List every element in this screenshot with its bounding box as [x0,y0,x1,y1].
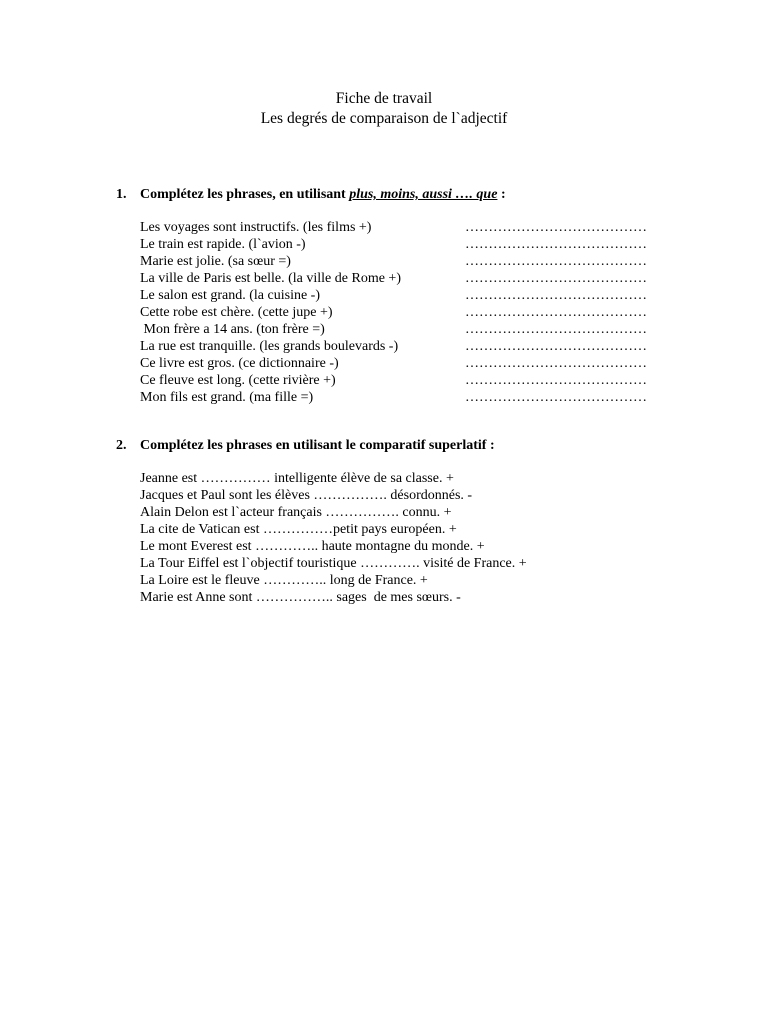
exercise-2-heading [116,437,495,454]
exercise-2-number: 2. [116,438,127,453]
exercise-1-sentence: Cette robe est chère. (cette jupe +) [140,305,333,320]
answer-blank: ………………………………… [465,390,647,405]
exercise-1-item [140,219,700,236]
exercise-1-item [140,372,700,389]
exercise-2-item: Jacques et Paul sont les élèves ……………. désordonnés. - [140,488,473,503]
exercise-1-sentence: La rue est tranquille. (les grands boulevards -) [140,339,399,354]
exercise-2-item: La cite de Vatican est ……………petit pays européen. + [140,522,457,537]
answer-blank: ………………………………… [465,220,647,235]
exercise-2-list [140,470,700,606]
exercise-1-sentence: Ce fleuve est long. (cette rivière +) [140,373,336,388]
exercise-2-item: Le mont Everest est ………….. haute montagne du monde. + [140,539,485,554]
exercise-1-instruction-prefix: Complétez les phrases, en utilisant [140,187,350,202]
exercise-2-item: La Tour Eiffel est l`objectif touristique …………. visité de France. + [140,556,527,571]
exercise-1-item [140,253,700,270]
exercise-1-sentence: Les voyages sont instructifs. (les films +) [140,220,372,235]
exercise-2-item: La Loire est le fleuve ………….. long de France. + [140,573,428,588]
exercise-1-sentence: Mon frère a 14 ans. (ton frère =) [140,322,325,337]
answer-blank: ………………………………… [465,373,647,388]
exercise-1-item [140,321,700,338]
exercise-1-item [140,355,700,372]
exercise-2-item: Jeanne est …………… intelligente élève de sa classe. + [140,471,454,486]
exercise-1-sentence: Le salon est grand. (la cuisine -) [140,288,320,303]
exercise-1-sentence: Mon fils est grand. (ma fille =) [140,390,314,405]
worksheet-title: Fiche de travail [335,90,433,107]
answer-blank: ………………………………… [465,356,647,371]
answer-blank: ………………………………… [465,322,647,337]
exercise-1-heading [116,186,506,203]
exercise-1-list [140,219,700,406]
worksheet-header [0,89,768,129]
answer-blank: ………………………………… [465,339,647,354]
exercise-1-sentence: Le train est rapide. (l`avion -) [140,237,306,252]
exercise-2-item: Alain Delon est l`acteur français ……………. connu. + [140,505,452,520]
answer-blank: ………………………………… [465,237,647,252]
exercise-1-sentence: La ville de Paris est belle. (la ville de Rome +) [140,271,401,286]
exercise-1-item [140,389,700,406]
worksheet-subtitle: Les degrés de comparaison de l`adjectif [260,110,508,127]
exercise-1-number: 1. [116,187,127,202]
exercise-1-item [140,236,700,253]
exercise-2-item: Marie est Anne sont …………….. sages de mes sœurs. - [140,590,461,605]
exercise-1-item [140,270,700,287]
answer-blank: ………………………………… [465,271,647,286]
exercise-1-item [140,338,700,355]
answer-blank: ………………………………… [465,305,647,320]
exercise-1-sentence: Marie est jolie. (sa sœur =) [140,254,291,269]
exercise-1-instruction-suffix: : [497,187,506,202]
exercise-1-item [140,304,700,321]
exercise-1-sentence: Ce livre est gros. (ce dictionnaire -) [140,356,339,371]
exercise-1-item [140,287,700,304]
exercise-1-keywords: plus, moins, aussi …. que [349,187,498,202]
exercise-2-instruction: Complétez les phrases en utilisant le comparatif superlatif : [140,438,495,453]
answer-blank: ………………………………… [465,288,647,303]
answer-blank: ………………………………… [465,254,647,269]
